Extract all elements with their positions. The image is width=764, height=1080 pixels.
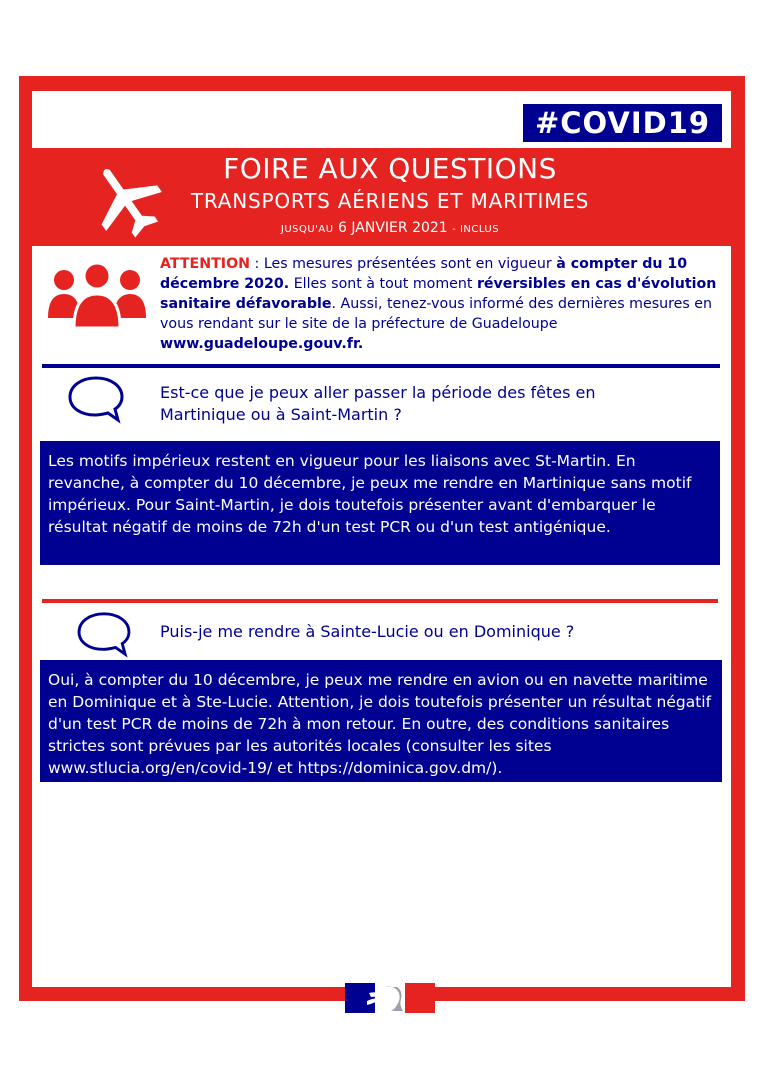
attention-label: ATTENTION (160, 256, 251, 272)
answer-2: Oui, à compter du 10 décembre, je peux me rendre en avion ou en navette maritime en Dominique et à Ste-Lucie. Attention, je dois toutefois présenter un résultat négatif d'un test PCR de moins de 72h à mon retour. En outre, des conditions sanitaires strictes sont prévues par les autorités locales (consulter les sites www.stlucia.org/en/covid-19/ et https://dominica.gov.dm/). (40, 660, 722, 782)
answer-1: Les motifs impérieux restent en vigueur pour les liaisons avec St-Martin. En revanche, à compter du 10 décembre, je peux me rendre en Martinique sans motif impérieux. Pour Saint-Martin, je dois toutefois présenter avant d'embarquer le résultat négatif de moins de 72h d'un test PCR ou d'un test antigénique. (40, 441, 720, 565)
speech-bubble-icon (66, 374, 126, 424)
page-title: FOIRE AUX QUESTIONS (223, 152, 557, 185)
page-subtitle: TRANSPORTS AÉRIENS ET MARITIMES (190, 189, 590, 213)
hashtag-badge: #COVID19 (521, 102, 724, 144)
validity-date (150, 218, 630, 240)
prefecture-link[interactable]: www.guadeloupe.gouv.fr. (160, 336, 364, 352)
section-divider-blue (42, 364, 720, 368)
people-icon (44, 258, 150, 330)
speech-bubble-icon (74, 610, 134, 658)
date-prefix: JUSQU'AU (280, 224, 334, 235)
section-divider-red (42, 599, 718, 603)
date-value: 6 JANVIER 2021 (338, 220, 448, 236)
marianne-logo (345, 983, 435, 1013)
question-1: Est-ce que je peux aller passer la période des fêtes en Martinique ou à Saint-Martin ? (160, 383, 596, 424)
question-2: Puis-je me rendre à Sainte-Lucie ou en Dominique ? (160, 622, 575, 641)
date-suffix: - INCLUS (452, 224, 500, 235)
attention-notice: ATTENTION : Les mesures présentées sont en vigueur à compter du 10 décembre 2020. Elles sont à tout moment réversibles en cas d'évolution sanitaire défavorable. Aussi, tenez-vous informé des dernières mesures en vous rendant sur le site de la préfecture de Guadeloupe www.guadeloupe.gouv.fr. (160, 256, 717, 352)
